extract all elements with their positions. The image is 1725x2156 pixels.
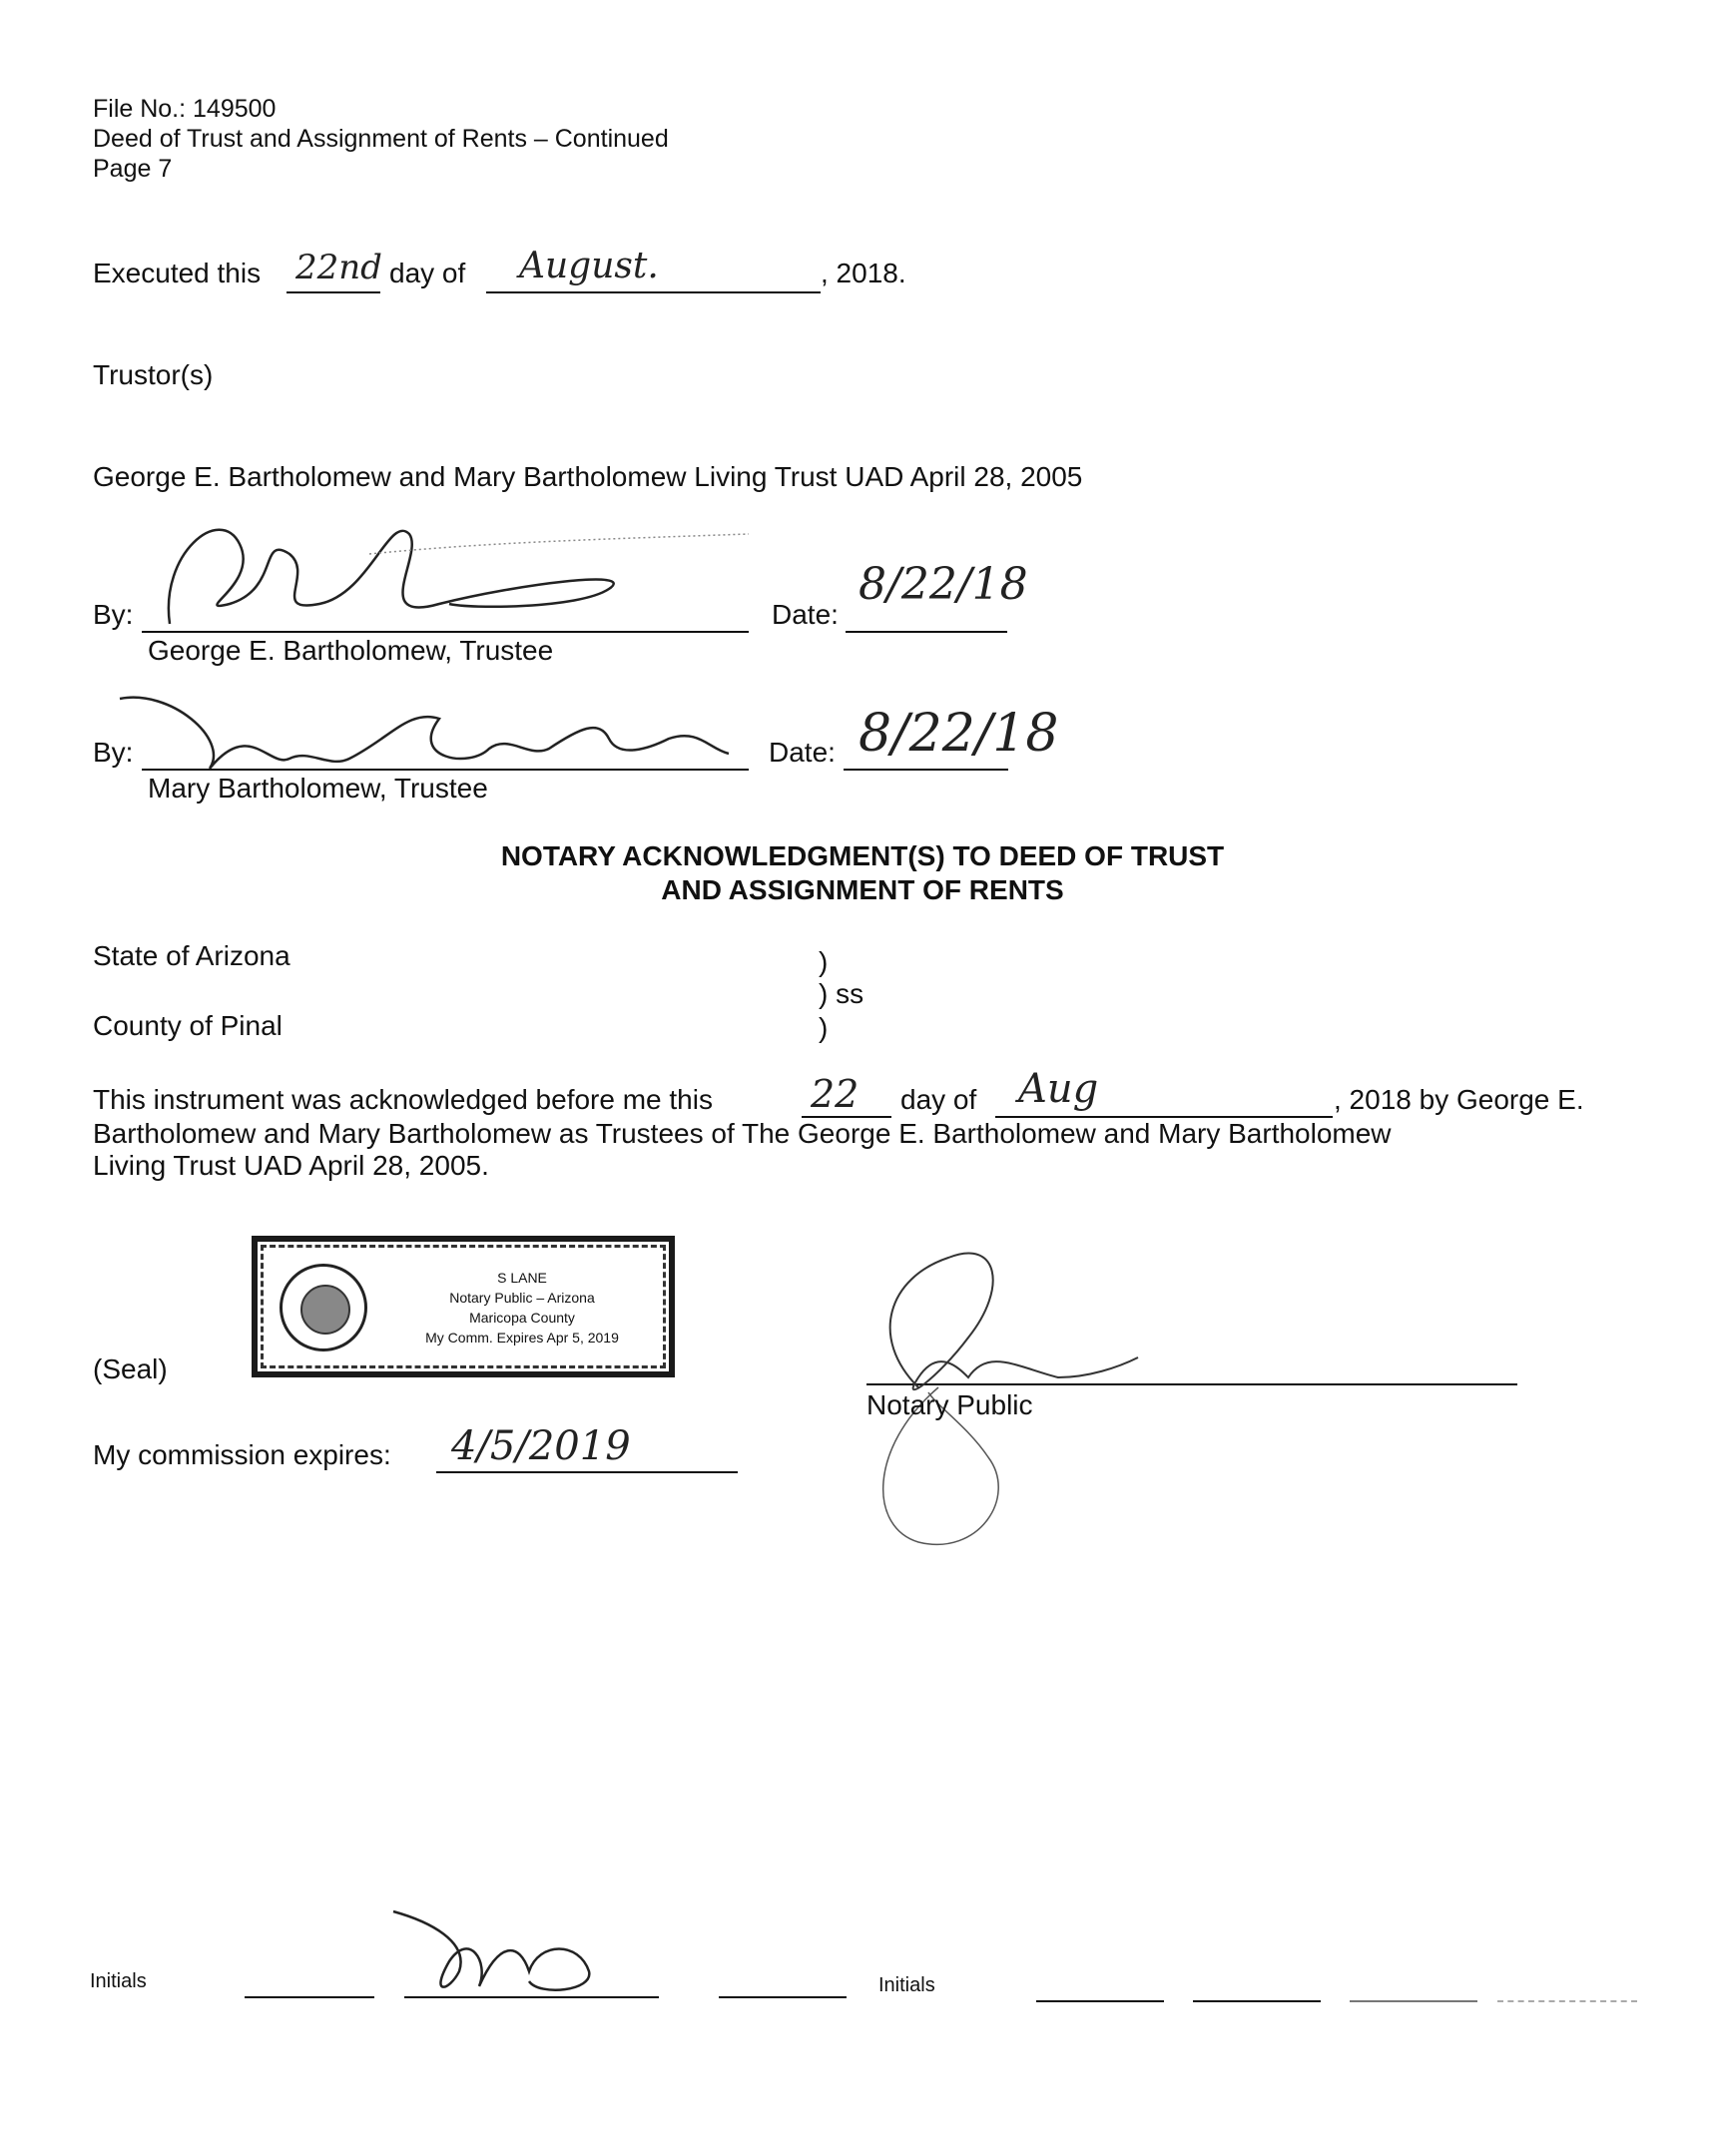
initials-right-line-4 <box>1497 2000 1637 2002</box>
executed-month-line <box>486 291 821 293</box>
ack-day-of: day of <box>900 1084 977 1115</box>
seal-expiry: My Comm. Expires Apr 5, 2019 <box>425 1330 619 1346</box>
page-number: Page 7 <box>93 155 173 183</box>
seal-notary-name: S LANE <box>497 1270 547 1286</box>
ack-line2: Bartholomew and Mary Bartholomew as Trustees of The George E. Bartholomew and Mary Bartholomew <box>93 1118 1392 1149</box>
initials-left-line-1 <box>245 1996 374 1998</box>
ack-month-handwritten: Aug <box>1018 1066 1099 1112</box>
signer2-date-handwritten: 8/22/18 <box>859 704 1059 764</box>
venue-state: State of Arizona <box>93 940 290 971</box>
ack-line3: Living Trust UAD April 28, 2005. <box>93 1150 489 1181</box>
file-number: File No.: 149500 <box>93 95 277 123</box>
initials-left-label: Initials <box>90 1970 147 1992</box>
executed-day-of: day of <box>389 258 466 288</box>
commission-label: My commission expires: <box>93 1439 391 1470</box>
signer2-date-label: Date: <box>769 737 836 768</box>
venue-ss: ) ss <box>819 978 864 1009</box>
state-seal-icon <box>280 1264 367 1351</box>
ack-day-handwritten: 22 <box>811 1072 860 1116</box>
document-title: Deed of Trust and Assignment of Rents – Continued <box>93 125 669 153</box>
signer1-signature <box>140 494 759 654</box>
signer2-date-line <box>844 769 1008 771</box>
signer1-date-handwritten: 8/22/18 <box>859 559 1028 610</box>
initials-left-line-3 <box>719 1996 847 1998</box>
initials-right-line-3 <box>1350 2000 1477 2002</box>
executed-day-handwritten: 22nd <box>295 248 382 287</box>
trust-name: George E. Bartholomew and Mary Bartholomew Living Trust UAD April 28, 2005 <box>93 461 1083 492</box>
notary-title-line1: NOTARY ACKNOWLEDGMENT(S) TO DEED OF TRUST <box>500 840 1225 871</box>
venue-paren-bottom: ) <box>819 1012 829 1043</box>
notary-title-line2: AND ASSIGNMENT OF RENTS <box>661 874 1064 905</box>
notary-public-label: Notary Public <box>866 1389 1033 1420</box>
executed-month-handwritten: August. <box>519 246 659 286</box>
seal-text <box>407 1268 637 1348</box>
ack-prefix: This instrument was acknowledged before me this <box>93 1084 713 1115</box>
commission-date-handwritten: 4/5/2019 <box>451 1423 631 1469</box>
venue-county: County of Pinal <box>93 1010 283 1041</box>
signer2-name: Mary Bartholomew, Trustee <box>148 773 488 804</box>
signer1-date-label: Date: <box>772 599 839 630</box>
executed-day-line <box>287 291 380 293</box>
venue-paren-top: ) <box>819 946 829 977</box>
ack-suffix: , 2018 by George E. <box>1334 1084 1584 1115</box>
initials-right-line-2 <box>1193 2000 1321 2002</box>
trustors-label: Trustor(s) <box>93 359 214 390</box>
signer1-date-line <box>846 631 1007 633</box>
seal-label: (Seal) <box>93 1353 168 1384</box>
initials-signature <box>389 1901 609 2001</box>
seal-notary-title: Notary Public – Arizona <box>449 1290 595 1306</box>
executed-year: , 2018. <box>821 258 906 288</box>
notary-seal-stamp <box>252 1236 675 1377</box>
initials-right-label: Initials <box>878 1974 935 1996</box>
initials-right-line-1 <box>1036 2000 1164 2002</box>
signer1-name: George E. Bartholomew, Trustee <box>148 635 554 666</box>
executed-prefix: Executed this <box>93 258 262 288</box>
signer1-by-label: By: <box>93 599 134 630</box>
commission-line <box>436 1471 738 1473</box>
document-header <box>93 94 669 184</box>
seal-county: Maricopa County <box>469 1310 575 1326</box>
signer2-by-label: By: <box>93 737 134 768</box>
